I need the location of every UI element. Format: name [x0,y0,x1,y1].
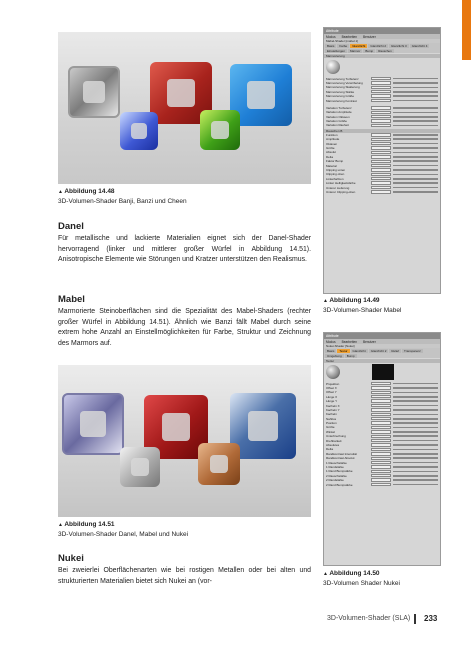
param-value-field[interactable] [371,470,391,473]
param-value-field[interactable] [371,382,391,385]
param-value-field[interactable] [371,160,391,163]
param-value-field[interactable] [371,190,391,193]
param-label: Größe [326,146,335,151]
param-label: Nahtlos [326,416,337,421]
paragraph-nukei: Bei zweierlei Oberflächenarten wie bei rostigen Metallen oder bei alten und strukturierten Materialien bietet sich Nukei an (vor- [58,567,311,585]
param-slider[interactable] [393,431,438,433]
caption-label: Abbildung 14.48 [64,188,115,195]
param-value-field[interactable] [371,142,391,145]
param-value-field[interactable] [371,138,391,141]
param-slider[interactable] [393,187,438,189]
param-value-field[interactable] [371,426,391,429]
tab-basis[interactable]: Basis [327,44,335,49]
panel-tabs [324,43,440,53]
param-slider[interactable] [393,457,438,459]
tab-rauschen[interactable]: Rauschen [378,49,392,54]
param-slider[interactable] [393,392,438,394]
param-slider[interactable] [393,479,438,481]
param-label: 2 Rauschstärke [326,473,347,478]
param-value-field[interactable] [371,435,391,438]
heading-nukei: Nukei [58,553,84,564]
param-slider[interactable] [393,466,438,468]
caption-label: Abbildung 14.49 [329,297,380,304]
render-image-banji-banzi-cheen [58,32,311,184]
param-slider[interactable] [393,471,438,473]
section-textur: Textur [324,359,440,363]
cube-small-white [120,447,160,487]
param-label: Offset X [326,385,337,390]
param-slider[interactable] [393,82,438,84]
tab-transparenz[interactable]: Transparenz [404,349,421,354]
param-value-field[interactable] [371,155,391,158]
material-preview-sphere [326,365,340,379]
param-value-field[interactable] [371,106,391,109]
param-value-field[interactable] [371,439,391,442]
param-value-field[interactable] [371,395,391,398]
param-label: Clipping oben [326,172,345,177]
param-slider[interactable] [393,191,438,193]
param-slider[interactable] [393,405,438,407]
param-value-field[interactable] [371,151,391,154]
tab-basis[interactable]: Basis [327,349,335,354]
section-marmorierung: Marmorierung [324,54,440,58]
cube-banji [68,66,120,118]
tab-glanzlicht-4[interactable]: Glanzlicht 4 [411,44,428,49]
tab-umgebung[interactable]: Umgebung [327,354,342,359]
param-label: Winkel [326,429,336,434]
param-value-field[interactable] [371,386,391,389]
param-label: Oktaven [326,141,338,146]
param-value-field[interactable] [371,164,391,167]
param-value-field[interactable] [371,133,391,136]
param-value-field[interactable] [371,77,391,80]
caption-fig-14-50: ▲ Abbildung 14.50 3D-Volumen Shader Nukei [323,570,400,587]
param-slider[interactable] [393,91,438,93]
param-label: 1 Rauschstärke [326,460,347,465]
param-row [324,123,440,127]
panel-title: Attribute [324,333,440,339]
caption-text: 3D-Volumen-Shader Danel, Mabel und Nukei [58,531,189,538]
param-value-field[interactable] [371,404,391,407]
param-value-field[interactable] [371,391,391,394]
caption-label: Abbildung 14.51 [64,521,115,528]
param-value-field[interactable] [371,86,391,89]
param-slider[interactable] [393,475,438,477]
param-label: 2 Rand Bumpstärke [326,482,353,487]
tab-relief[interactable]: Relief [391,349,400,354]
cube-danel-silver [62,393,124,455]
param-row [324,482,440,486]
param-slider[interactable] [393,100,438,102]
param-label: Unterer Clipping-oben [326,189,356,194]
tab-glanzlicht[interactable]: Glanzlicht [352,44,366,49]
menu-bearbeiten[interactable]: Bearbeiten [341,35,357,39]
param-slider[interactable] [393,383,438,385]
cube-nukei-rust [198,443,240,485]
param-label: Länge Y [326,399,338,404]
tab-textur[interactable]: Textur [339,349,348,354]
running-footer: 3D-Volumen-Shader (SLA) [327,615,411,622]
param-slider[interactable] [393,107,438,109]
param-value-field[interactable] [371,146,391,149]
param-slider[interactable] [393,453,438,455]
param-label: Delta [326,447,334,452]
page-number: 233 [424,614,438,623]
param-value-field[interactable] [371,448,391,451]
param-label: Faktor Bump [326,159,344,164]
tab-glanzlicht-3[interactable]: Glanzlicht 3 [391,44,407,49]
param-row [324,190,440,194]
caption-text: 3D-Volumen-Shader Banji, Banzi und Cheen [58,198,187,205]
param-slider[interactable] [393,143,438,145]
param-label: Absolut [326,150,337,155]
param-value-field[interactable] [371,452,391,455]
param-label: Variation Oktaven [326,114,350,119]
param-slider[interactable] [393,409,438,411]
caption-label: Abbildung 14.50 [329,570,380,577]
paragraph-danel: Für metallische und lackierte Materialien eignet sich der Danel-Shader hervorragend (linker und mittlerer großer Würfel in Abbildung 14.51). Anisotropische Elemente wie Störungen und Kratzer unterstützen den Realismus. [58,235,311,263]
param-label: Randkontrast Intensität [326,451,357,456]
param-label: Marmorierung Turbulenz [326,76,359,81]
param-label: Variation Amplitude [326,110,352,115]
caption-text: 3D-Volumen Shader Nukei [323,580,400,587]
param-slider[interactable] [393,440,438,442]
footer-divider [414,614,416,624]
param-value-field[interactable] [371,461,391,464]
caption-fig-14-51: ▲ Abbildung 14.51 3D-Volumen-Shader Danel, Mabel und Nukei [58,521,189,538]
param-label: Absolutes [326,443,340,448]
material-preview-sphere [326,60,340,74]
param-slider[interactable] [393,387,438,389]
param-slider[interactable] [393,444,438,446]
render-image-danel-mabel-nukei [58,365,311,517]
preview-row [324,58,440,76]
param-label: Amplitude [326,137,340,142]
param-label: Marmorierung Kontrast [326,98,357,103]
param-value-field[interactable] [371,168,391,171]
param-slider[interactable] [393,418,438,420]
param-label: Clipping unten [326,168,346,172]
tab-glanzlicht-2[interactable]: Glanzlicht 2 [370,44,387,49]
param-slider[interactable] [393,414,438,416]
param-slider[interactable] [393,462,438,464]
param-label: Marmorierung Größe [326,94,355,99]
param-slider[interactable] [393,125,438,127]
param-label: Linker Helligkeitsfarbe [326,181,356,186]
param-slider[interactable] [393,427,438,429]
param-value-field[interactable] [371,99,391,102]
param-value-field[interactable] [371,177,391,180]
chapter-tab [462,0,471,60]
param-value-field[interactable] [371,483,391,486]
param-label: Offset Y [326,390,337,395]
param-value-field[interactable] [371,443,391,446]
section-rauschen-b: Rauschen B [324,129,440,133]
tab-farbe[interactable]: Farbe [339,44,348,49]
param-label: Kacheln X [326,403,340,408]
param-label: Funktion [326,132,338,137]
param-slider[interactable] [393,120,438,122]
panel-tabs [324,348,440,358]
paragraph-mabel: Marmorierte Steinoberflächen sind die Spezialität des Mabel-Shaders (rechter großer Würfel in Abbildung 14.51). Ähnlich wie Banzi fällt Mabel durch seine extrem hohe Anzahl an Einstellmöglichkeiten für Farbe, Struktur und Zeichnung des Marmors auf. [58,308,311,347]
param-value-field[interactable] [371,186,391,189]
param-value-field[interactable] [371,124,391,127]
param-label: Marmorierung Stärke [326,89,355,94]
param-value-field[interactable] [371,421,391,424]
param-value-field[interactable] [371,474,391,477]
param-slider[interactable] [393,449,438,451]
param-label: Kacheln Y [326,407,340,412]
menu-benutzer[interactable]: Benutzer [363,35,376,39]
param-slider[interactable] [393,138,438,140]
param-slider[interactable] [393,112,438,114]
param-label: Marmorierung Skalierung [326,85,360,90]
attribute-panel-nukei [323,332,441,566]
param-label: Drehbarkeit [326,438,342,443]
param-label: Variation Größe [326,119,347,124]
param-slider[interactable] [393,396,438,398]
param-label: Linkerfarbton [326,176,344,181]
param-value-field[interactable] [371,430,391,433]
param-slider[interactable] [393,95,438,97]
param-label: Material [326,163,337,168]
param-value-field[interactable] [371,181,391,184]
param-label: Projektion [326,381,340,386]
param-value-field[interactable] [371,417,391,420]
caption-fig-14-48: ▲ Abbildung 14.48 3D-Volumen-Shader Banji, Banzi und Cheen [58,188,187,205]
param-slider[interactable] [393,400,438,402]
param-slider[interactable] [393,160,438,162]
param-slider[interactable] [393,78,438,80]
param-slider[interactable] [393,435,438,437]
menu-modus[interactable]: Modus [326,340,336,344]
shader-name: Nukei-Shader [Nukei] [326,344,355,349]
caption-text: 3D-Volumen-Shader Mabel [323,307,402,314]
param-value-field[interactable] [371,478,391,481]
param-label: 2 Randstärke [326,478,344,483]
param-label: Position [326,421,337,426]
param-value-field[interactable] [371,90,391,93]
param-label: Delta [326,154,334,159]
param-value-field[interactable] [371,465,391,468]
param-label: Kacheln [326,412,337,417]
param-value-field[interactable] [371,94,391,97]
param-slider[interactable] [393,134,438,136]
cube-small-green [200,110,240,150]
param-value-field[interactable] [371,115,391,118]
param-label: Variation Turbulenz [326,105,352,110]
heading-mabel: Mabel [58,294,85,305]
preview-row [324,363,440,381]
param-label: Länge X [326,394,338,399]
param-slider[interactable] [393,178,438,180]
tab-glanzlicht-2[interactable]: Glanzlicht 2 [370,349,387,354]
param-value-field[interactable] [371,81,391,84]
tab-einstellungen[interactable]: Einstellungen [327,49,346,54]
param-value-field[interactable] [371,413,391,416]
param-slider[interactable] [393,484,438,486]
cube-small-blue [120,112,158,150]
menu-modus[interactable]: Modus [326,35,336,39]
param-slider[interactable] [393,165,438,167]
heading-danel: Danel [58,221,84,232]
param-slider[interactable] [393,87,438,89]
param-slider[interactable] [393,422,438,424]
panel-title: Attribute [324,28,440,34]
param-slider[interactable] [393,174,438,176]
param-value-field[interactable] [371,173,391,176]
param-label: Größe [326,425,335,430]
param-slider[interactable] [393,152,438,154]
param-slider[interactable] [393,116,438,118]
attribute-panel-mabel [323,27,441,294]
tab-glanzlicht[interactable]: Glanzlicht [352,349,366,354]
tab-marmor[interactable]: Marmor [350,49,361,54]
caption-fig-14-49: ▲ Abbildung 14.49 3D-Volumen-Shader Mabel [323,297,402,314]
shader-name: Mabel-Shader [mabel.1] [326,39,359,44]
param-slider[interactable] [393,156,438,158]
menu-benutzer[interactable]: Benutzer [363,340,376,344]
texture-preview[interactable] [372,364,394,380]
param-value-field[interactable] [371,119,391,122]
param-label: Unterer Lieferung [326,185,350,190]
param-label: 1 Randstärke [326,465,344,469]
param-value-field[interactable] [371,408,391,411]
tab-bump[interactable]: Bump [346,354,355,359]
param-label: Randkontrast Absolut [326,456,355,461]
param-slider[interactable] [393,147,438,149]
param-value-field[interactable] [371,457,391,460]
param-slider[interactable] [393,182,438,184]
param-label: Marmorierung Verwirbelung [326,80,363,85]
param-value-field[interactable] [371,399,391,402]
menu-bearbeiten[interactable]: Bearbeiten [341,340,357,344]
param-slider[interactable] [393,169,438,171]
tab-bump[interactable]: Bump [365,49,374,54]
param-label: 1 Rand Bumpstärke [326,469,353,474]
param-label: Variation Rauheit [326,123,349,128]
param-value-field[interactable] [371,111,391,114]
param-label: Unterbrechung [326,434,346,439]
